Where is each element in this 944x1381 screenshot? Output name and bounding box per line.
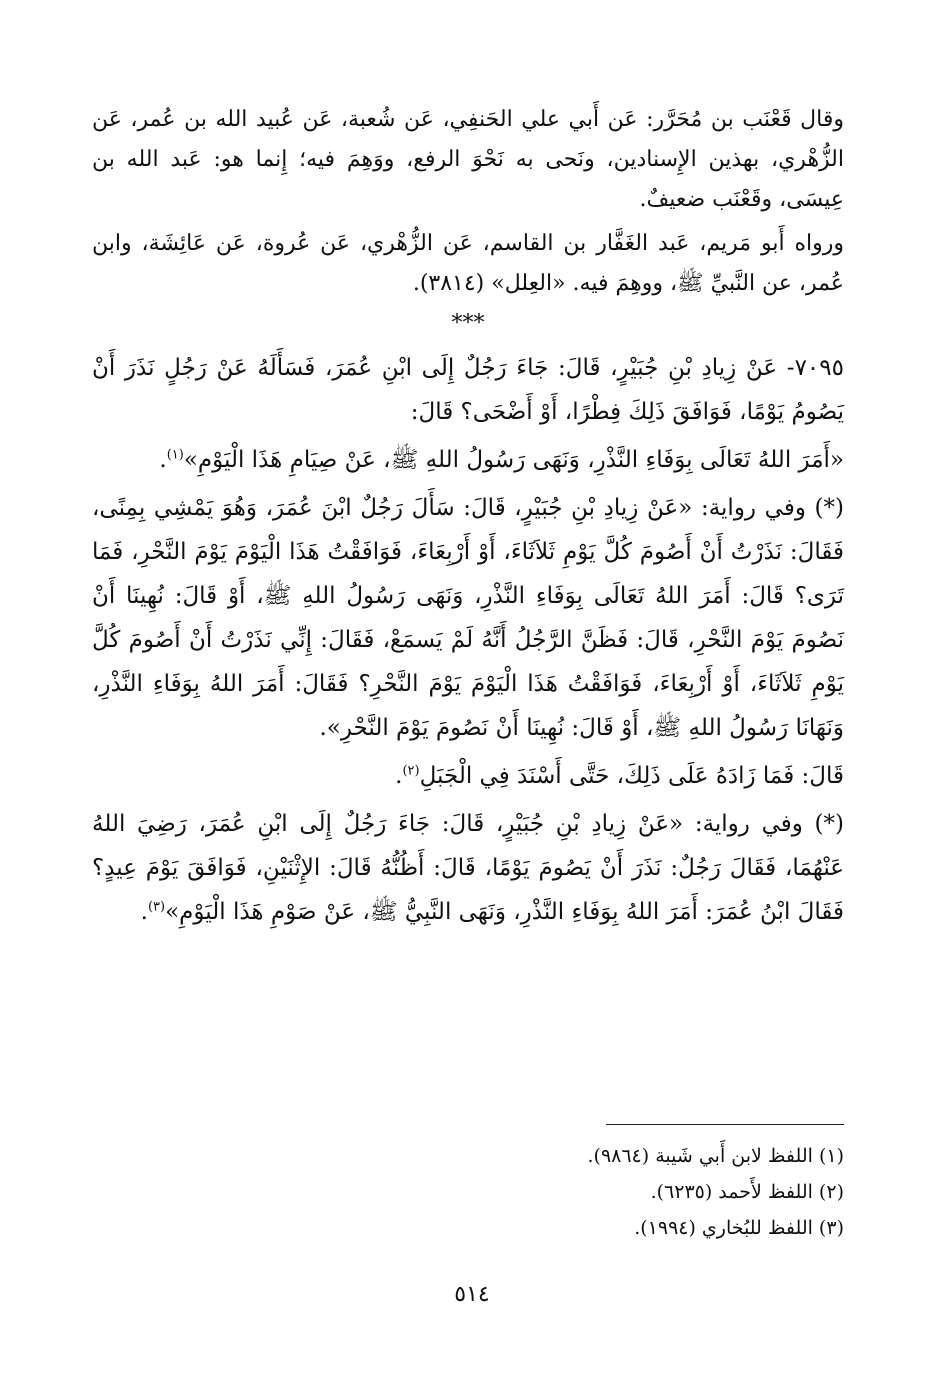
page-number: ٥١٤ (454, 1282, 490, 1307)
footnote-ref-3[interactable]: (٣) (147, 899, 166, 915)
hadith-quote (92, 438, 844, 482)
footnote-ref-1[interactable]: (١) (166, 447, 184, 463)
main-text (92, 100, 844, 934)
footnote-2: (٢) اللفظ لأَحمد (٦٢٣٥). (650, 1181, 844, 1203)
hadith-7095 (92, 346, 844, 434)
paragraph-qanab: وقال قَعْنَب بن مُحَرَّر: عَن أَبي علي الحَنفِي، عَن شُعبة، عَن عُبيد الله بن عُمر، عَن الزُّهْري، بهذين الإِسنادين، ونَحى به نَحْوَ الرفع، ووَهِمَ فيه؛ إِنما هو: عَبد الله بن عِيسَى، وقَعْنَب ضعيفٌ. (92, 107, 844, 212)
footnote-3: (٣) اللفظ للبُخاري (١٩٩٤). (634, 1217, 844, 1239)
rivayah-2-end: . (140, 899, 148, 925)
rivayah-1-text: (*) وفي رواية: «عَنْ زِيادِ بْنِ جُبَيْرٍ، قَالَ: سَأَلَ رَجُلٌ ابْنَ عُمَرَ، وَهُوَ يَمْشِي بِمِنًى، فَقَالَ: نَذَرْتُ أَنْ أَصُومَ كُلَّ يَوْمِ ثَلاَثَاءَ، أَوْ أَرْبِعَاءَ، فَوَافَقْتُ هَذَا الْيَوْمَ يَوْمَ النَّحْرِ، فَمَا تَرَى؟ قَالَ: أَمَرَ اللهُ تَعَالَى بِوَفَاءِ النَّذْرِ، وَنَهَى رَسُولُ اللهِ ﷺ، أَوْ قَالَ: نُهِينَا أَنْ نَصُومَ يَوْمَ النَّحْرِ، قَالَ: فَظَنَّ الرَّجُلُ أَنَّهُ لَمْ يَسمَعْ، فَقَالَ: إِنِّي نَذَرْتُ أَنْ أَصُومَ كُلَّ يَوْمِ ثَلاَثَاءَ، أَوْ أَرْبِعَاءَ، فَوَافَقْتُ هَذَا الْيَوْمَ يَوْمَ النَّحْرِ؟ فَقَالَ: أَمَرَ اللهُ بِوَفَاءِ النَّذْرِ، وَنَهَانَا رَسُولُ اللهِ ﷺ، أَوْ قَالَ: نُهِينَا أَنْ نَصُومَ يَوْمَ النَّحْرِ». (92, 495, 844, 741)
rivayah-2-text: (*) وفي رواية: «عَنْ زِيادِ بْنِ جُبَيْرٍ، قَالَ: جَاءَ رَجُلٌ إِلَى ابْنِ عُمَرَ، رَضِيَ اللهُ عَنْهُمَا، فَقَالَ رَجُلٌ: نَذَرَ أَنْ يَصُومَ يَوْمًا، قَالَ: أَظُنُّهُ قَالَ: الإِثْنَيْنِ، فَوَافَقَ يَوْمَ عِيدٍ؟ فَقَالَ ابْنُ عُمَرَ: أَمَرَ اللهُ بِوَفَاءِ النَّذْرِ، وَنَهَى النَّبِيُّ ﷺ، عَنْ صَوْمِ هَذَا الْيَوْمِ» (92, 811, 844, 925)
rivayah-2 (92, 802, 844, 934)
hadith-quote-text: «أَمَرَ اللهُ تَعَالَى بِوَفَاءِ النَّذْرِ، وَنَهَى رَسُولُ اللهِ ﷺ، عَنْ صِيَامِ هَذَا الْيَوْمِ» (183, 447, 844, 473)
rivayah-1-continuation (92, 754, 844, 798)
footnote-divider (606, 1124, 844, 1125)
footnote-1: (١) اللفظ لابن أَبي شَيبة (٩٨٦٤). (587, 1145, 844, 1167)
hadith-text: ٧٠٩٥- عَنْ زِيادِ بْنِ جُبَيْرٍ، قَالَ: جَاءَ رَجُلٌ إِلَى ابْنِ عُمَرَ، فَسَأَلَهُ عَنْ رَجُلٍ نَذَرَ أَنْ يَصُومُ يَوْمًا، فَوَافَقَ ذَلِكَ فِطْرًا، أَوْ أَضْحَى؟ قَالَ: (92, 355, 844, 425)
section-separator: *** (451, 311, 485, 336)
rivayah-1 (92, 486, 844, 750)
rivayah-1-continuation-text: قَالَ: فَمَا زَادَهُ عَلَى ذَلِكَ، حَتَّى أَسْنَدَ فِي الْجَبَلِ (419, 763, 844, 789)
footnotes (92, 1138, 844, 1246)
footnote-ref-2[interactable]: (٢) (402, 763, 420, 779)
paragraph-abu-maryam: ورواه أَبو مَريم، عَبد الغَفَّار بن القاسم، عَن الزُّهْري، عَن عُروة، عَن عَائِشَة، وابن عُمر، عن النَّبيِّ ﷺ، ووهِمَ فيه. «العِلل» (٣٨١٤). (92, 231, 844, 296)
rivayah-1-continuation-end: . (395, 763, 403, 789)
hadith-quote-end: . (159, 447, 167, 473)
